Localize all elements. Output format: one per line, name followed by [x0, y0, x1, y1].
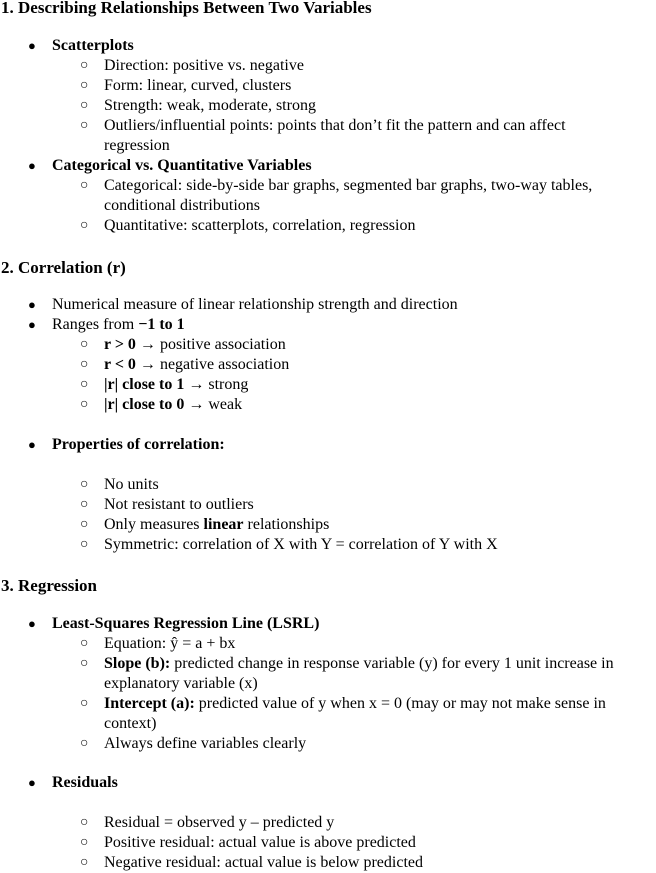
list-item-continuation	[0, 714, 656, 734]
condition-text: r < 0 →	[104, 356, 156, 373]
circle-marker: ○	[80, 736, 89, 751]
list-item	[0, 694, 656, 714]
bullet-marker: ●	[28, 38, 36, 53]
circle-marker: ○	[80, 58, 89, 73]
list-item-continuation	[0, 136, 656, 156]
circle-marker: ○	[80, 397, 89, 412]
list-item-text	[104, 395, 242, 415]
bullet-marker: ●	[28, 775, 36, 790]
list-item-text: explanatory variable (x)	[104, 675, 258, 692]
meaning-text: weak	[204, 396, 243, 413]
list-item-text: Residual = observed y – predicted y	[104, 814, 335, 831]
list-item-text: Equation: ŷ = a + bx	[104, 635, 236, 652]
meaning-text: negative association	[155, 356, 290, 373]
list-item	[0, 853, 656, 873]
list-item	[0, 176, 656, 196]
list-item	[0, 634, 656, 654]
list-item	[0, 116, 656, 136]
list-item	[0, 515, 656, 535]
intercept-text: predicted value of y when x = 0 (may or may not make sense in	[194, 695, 606, 712]
list-item	[0, 475, 656, 495]
range-prefix: Ranges from	[52, 316, 139, 333]
list-item-text: Form: linear, curved, clusters	[104, 77, 292, 94]
circle-marker: ○	[80, 497, 89, 512]
circle-marker: ○	[80, 218, 89, 233]
bullet-residuals	[0, 773, 656, 793]
condition-text: |r| close to 0 →	[104, 396, 205, 413]
circle-marker: ○	[80, 337, 89, 352]
list-item-continuation	[0, 674, 656, 694]
circle-marker: ○	[80, 98, 89, 113]
list-item-text: Direction: positive vs. negative	[104, 57, 304, 74]
circle-marker: ○	[80, 855, 89, 870]
list-item-text: Categorical: side-by-side bar graphs, segmented bar graphs, two-way tables,	[104, 177, 593, 194]
circle-marker: ○	[80, 656, 89, 671]
meaning-text: positive association	[155, 336, 286, 353]
list-item-text	[104, 355, 289, 375]
catquant-label: Categorical vs. Quantitative Variables	[52, 157, 312, 174]
list-item-text	[104, 654, 614, 674]
condition-text: |r| close to 1 →	[104, 376, 205, 393]
list-item	[0, 216, 656, 236]
list-item	[0, 654, 656, 674]
list-item	[0, 734, 656, 754]
list-item	[0, 375, 656, 395]
section-3-heading: 3. Regression	[1, 576, 98, 595]
list-item	[0, 833, 656, 853]
list-item	[0, 335, 656, 355]
list-item-text: regression	[104, 137, 170, 154]
lsrl-label: Least-Squares Regression Line (LSRL)	[52, 615, 320, 632]
circle-marker: ○	[80, 178, 89, 193]
list-item-text: Not resistant to outliers	[104, 496, 254, 513]
bullet-lsrl	[0, 614, 656, 634]
range-value: −1 to 1	[138, 316, 185, 333]
list-item-text: No units	[104, 476, 159, 493]
list-item-text	[104, 694, 606, 714]
bullet-marker: ●	[28, 437, 36, 452]
list-item-text: Quantitative: scatterplots, correlation, regression	[104, 217, 416, 234]
bullet-marker: ●	[28, 158, 36, 173]
list-item-text: Negative residual: actual value is below predicted	[104, 854, 423, 871]
prop-bold: linear	[203, 516, 244, 533]
scatterplots-label: Scatterplots	[52, 37, 134, 54]
slope-text: predicted change in response variable (y) for every 1 unit increase in	[170, 655, 614, 672]
condition-text: r > 0 →	[104, 336, 156, 353]
bullet-categorical-quantitative	[0, 156, 656, 176]
list-item-text	[52, 315, 185, 335]
list-item-text: Always define variables clearly	[104, 735, 307, 752]
circle-marker: ○	[80, 835, 89, 850]
meaning-text: strong	[204, 376, 249, 393]
bullet-scatterplots	[0, 36, 656, 56]
list-item-text: Strength: weak, moderate, strong	[104, 97, 316, 114]
section-2-heading: 2. Correlation (r)	[1, 258, 126, 277]
list-item	[0, 76, 656, 96]
list-item	[0, 295, 656, 315]
circle-marker: ○	[80, 357, 89, 372]
circle-marker: ○	[80, 636, 89, 651]
circle-marker: ○	[80, 537, 89, 552]
circle-marker: ○	[80, 815, 89, 830]
residuals-label: Residuals	[52, 774, 118, 791]
section-1-heading: 1. Describing Relationships Between Two Variables	[1, 0, 372, 17]
list-item	[0, 395, 656, 415]
slope-label: Slope (b):	[104, 655, 171, 672]
prop-prefix: Only measures	[104, 516, 204, 533]
list-item-text: Positive residual: actual value is above predicted	[104, 834, 416, 851]
list-item-text	[104, 515, 329, 535]
list-item	[0, 56, 656, 76]
list-item	[0, 355, 656, 375]
circle-marker: ○	[80, 118, 89, 133]
list-item-text: conditional distributions	[104, 197, 260, 214]
list-item	[0, 495, 656, 515]
list-item	[0, 315, 656, 335]
list-item-continuation	[0, 196, 656, 216]
list-item	[0, 96, 656, 116]
list-item-text: Outliers/influential points: points that don’t fit the pattern and can affect	[104, 117, 566, 134]
list-item	[0, 813, 656, 833]
list-item-text: Numerical measure of linear relationship strength and direction	[52, 296, 458, 313]
properties-label: Properties of correlation:	[52, 436, 225, 453]
circle-marker: ○	[80, 696, 89, 711]
circle-marker: ○	[80, 377, 89, 392]
list-item	[0, 535, 656, 555]
intercept-label: Intercept (a):	[104, 695, 195, 712]
circle-marker: ○	[80, 477, 89, 492]
list-item-text	[104, 335, 286, 355]
bullet-marker: ●	[28, 317, 36, 332]
prop-suffix: relationships	[243, 516, 330, 533]
list-item-text: Symmetric: correlation of X with Y = correlation of Y with X	[104, 536, 498, 553]
circle-marker: ○	[80, 517, 89, 532]
list-item-text: context)	[104, 715, 157, 732]
bullet-marker: ●	[28, 297, 36, 312]
circle-marker: ○	[80, 78, 89, 93]
bullet-marker: ●	[28, 616, 36, 631]
list-item-text	[104, 375, 248, 395]
bullet-properties	[0, 435, 656, 455]
